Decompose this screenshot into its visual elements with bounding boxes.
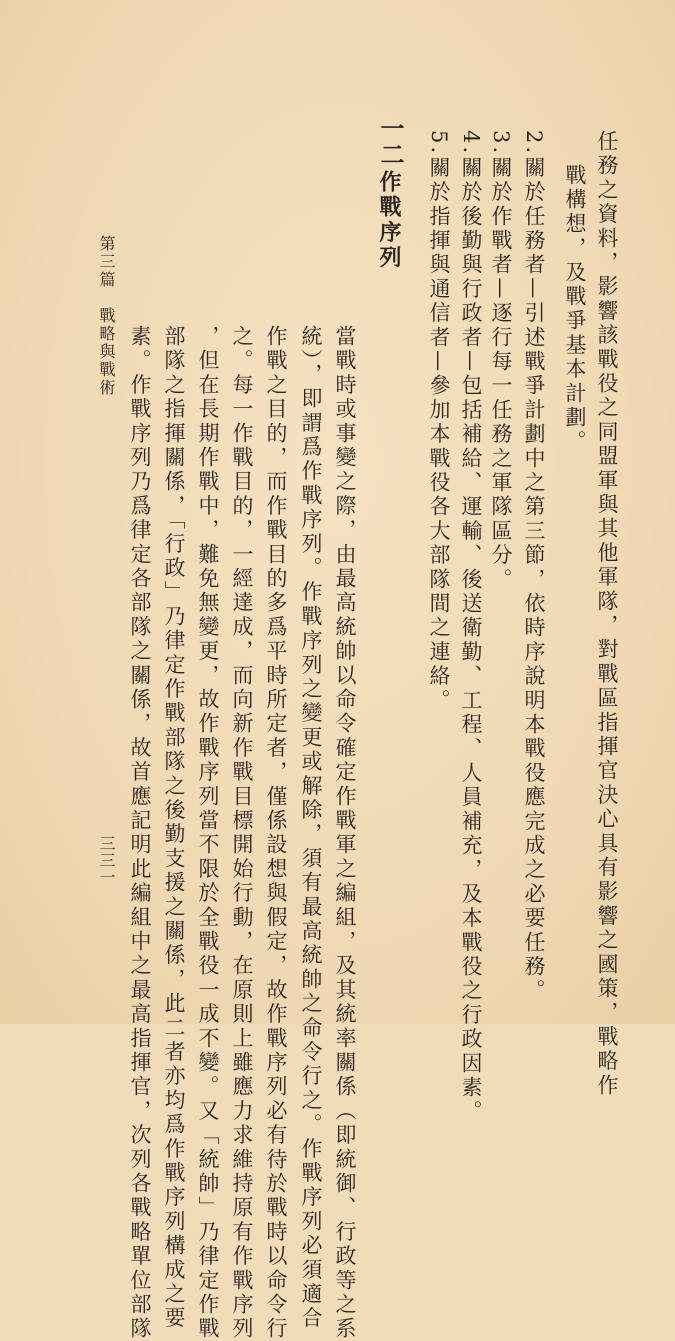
list-item: 2.關於任務者—引述戰爭計劃中之第三節，依時序說明本戰役應完成之必要任務。 xyxy=(522,130,546,1004)
paragraph-column: 作戰之目的，而作戰目的多爲平時所定者，僅係設想與假定，故作戰序列必有待於戰時以命令行 xyxy=(264,325,288,1341)
running-footer: 第三篇 戰略與戰術 xyxy=(97,235,116,397)
paragraph-column: 部隊之指揮關係，「行政」乃律定作戰部隊之後勤支援之關係，此二者亦均爲作戰序列構成之要 xyxy=(162,325,186,1331)
list-item: 4.關於後勤與行政者—包括補給、運輸、後送衛勤、工程、人員補充，及本戰役之行政因素。 xyxy=(459,130,483,1125)
section-title: 作戰序列 xyxy=(376,170,402,271)
page-number: 三三一 xyxy=(97,835,116,886)
list-item: 5.關於指揮與通信者—參加本戰役各大部隊間之連絡。 xyxy=(427,130,451,714)
paragraph-column: ，但在長期作戰中，難免無變更，故作戰序列當不限於全戰役一成不變。又「統帥」乃律定作戰 xyxy=(196,325,220,1341)
text-column: 戰構想，及戰爭基本計劃。 xyxy=(563,164,587,455)
text-column: 任務之資料，影響該戰役之同盟軍與其他軍隊，對戰區指揮官決心具有影響之國策，戰略作 xyxy=(595,130,619,1098)
paragraph-column: 之。每一作戰目的，一經達成，而向新作戰目標開始行動，在原則上雖應力求維持原有作戰序列 xyxy=(230,325,254,1341)
section-number: 一二 xyxy=(376,116,405,168)
paragraph-column: 素。作戰序列乃爲律定各部隊之關係，故首應記明此編組中之最高指揮官，次列各戰略單位部隊 xyxy=(128,325,152,1341)
list-item: 3.關於作戰者—逐行每一任務之軍隊區分。 xyxy=(489,130,513,593)
paragraph-column: 統），即謂爲作戰序列。作戰序列之變更或解除，須有最高統帥之命令行之。作戰序列必須適合 xyxy=(299,325,323,1331)
paragraph-column: 當戰時或事變之際，由最高統帥以命令確定作戰軍之編組，及其統率關係（即統御、行政等之系 xyxy=(333,325,357,1341)
